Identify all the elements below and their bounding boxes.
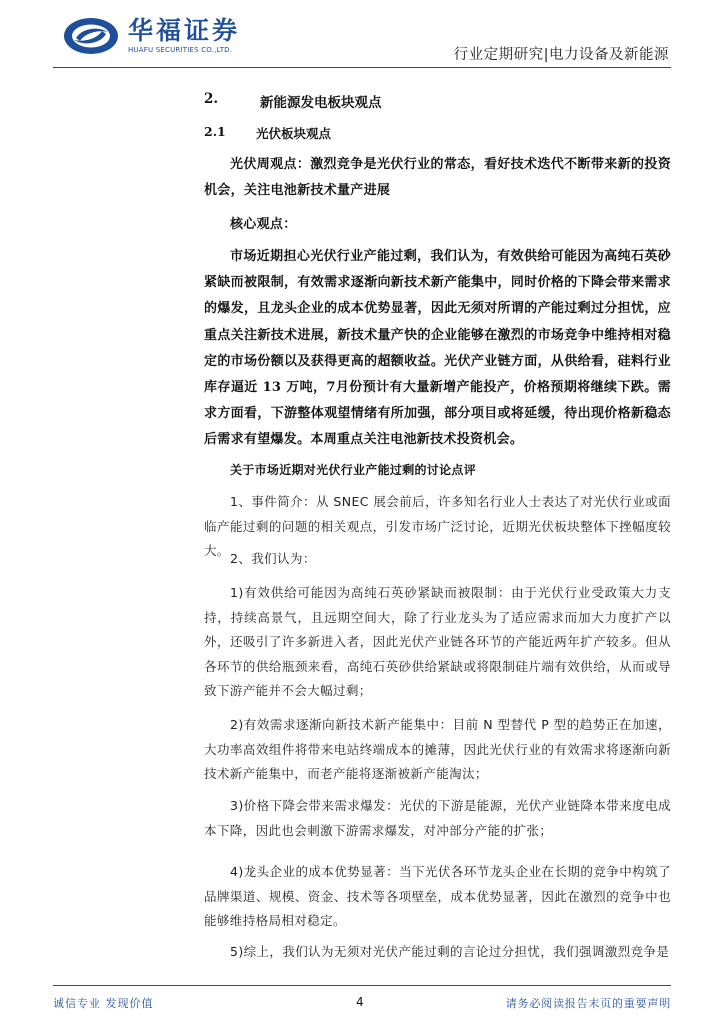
point-4: 4)龙头企业的成本优势显著：当下光伏各环节龙头企业在长期的竞争中构筑了品牌渠道、规模、资金、技术等各项壁垒，成本优势显著，因此在激烈的竞争中也能够维持格局相对稳定。	[204, 864, 671, 928]
core-view-label: 核心观点：	[230, 217, 297, 232]
weekly-view: 光伏周观点：激烈竞争是光伏行业的常态，看好技术迭代不断带来新的投资机会，关注电池新技术量产进展	[204, 157, 671, 199]
header-divider	[53, 67, 671, 68]
we-think-label: 2、我们认为：	[230, 551, 316, 566]
subsection-title: 光伏板块观点	[256, 126, 332, 141]
section-number: 2.	[204, 91, 219, 107]
footer-disclaimer: 请务必阅读报告末页的重要声明	[505, 997, 671, 1010]
footer-slogan: 诚信专业 发现价值	[53, 997, 154, 1010]
huafu-logo-icon	[62, 14, 120, 58]
event-summary: 1、事件简介：从 SNEC 展会前后，许多知名行业人士表达了对光伏行业或面临产能过剩的问题的相关观点，引发市场广泛讨论，近期光伏板块整体下挫幅度较大。	[204, 494, 671, 558]
core-view-body: 市场近期担心光伏行业产能过剩，我们认为，有效供给可能因为高纯石英砂紧缺而被限制，有效需求逐渐向新技术新产能集中，同时价格的下降会带来需求的爆发，且龙头企业的成本优势显著，因此无须对所谓的产能过剩过分担忧，应重点关注新技术进展，新技术量产快的企业能够在激烈的市场竞争中维持相对稳定的市场份额以及获得更高的超额收益。光伏产业链方面，从供给看，硅料行业库存逼近 13 万吨，7月份预计有大量新增产能投产，价格预期将继续下跌。需求方面看，下游整体观望情绪有所加强，部分项目或将延缓，待出现价格新稳态后需求有望爆发。本周重点关注电池新技术投资机会。	[204, 249, 671, 448]
company-logo	[62, 14, 262, 58]
point-3: 3)价格下降会带来需求爆发：光伏的下游是能源，光伏产业链降本带来度电成本下降，因此也会刺激下游需求爆发，对冲部分产能的扩张；	[204, 798, 671, 838]
page-number: 4	[356, 995, 364, 1009]
discussion-title: 关于市场近期对光伏行业产能过剩的讨论点评	[230, 463, 477, 477]
report-type: 行业定期研究|电力设备及新能源	[453, 47, 669, 63]
section-title: 新能源发电板块观点	[260, 95, 382, 111]
point-1: 1)有效供给可能因为高纯石英砂紧缺而被限制：由于光伏行业受政策大力支持，持续高景气，且远期空间大，除了行业龙头为了适应需求而加大力度扩产以外，还吸引了许多新进入者，因此光伏产业链各环节的产能近两年扩产较多。但从各环节的供给瓶颈来看，高纯石英砂供给紧缺或将限制硅片端有效供给，从而或导致下游产能并不会大幅过剩；	[204, 585, 671, 698]
logo-english-name: HUAFU SECURITIES CO.,LTD.	[128, 46, 233, 54]
point-5: 5)综上，我们认为无须对光伏产能过剩的言论过分担忧，我们强调激烈竞争是	[230, 944, 670, 959]
point-2: 2)有效需求逐渐向新技术新产能集中：目前 N 型替代 P 型的趋势正在加速，大功率高效组件将带来电站终端成本的摊薄，因此光伏行业的有效需求将逐渐向新技术新产能集中，而老产能将逐渐被新产能淘汰；	[204, 717, 671, 781]
footer-divider	[53, 985, 671, 986]
subsection-number: 2.1	[204, 124, 226, 139]
logo-chinese-name: 华福证券	[128, 16, 241, 45]
